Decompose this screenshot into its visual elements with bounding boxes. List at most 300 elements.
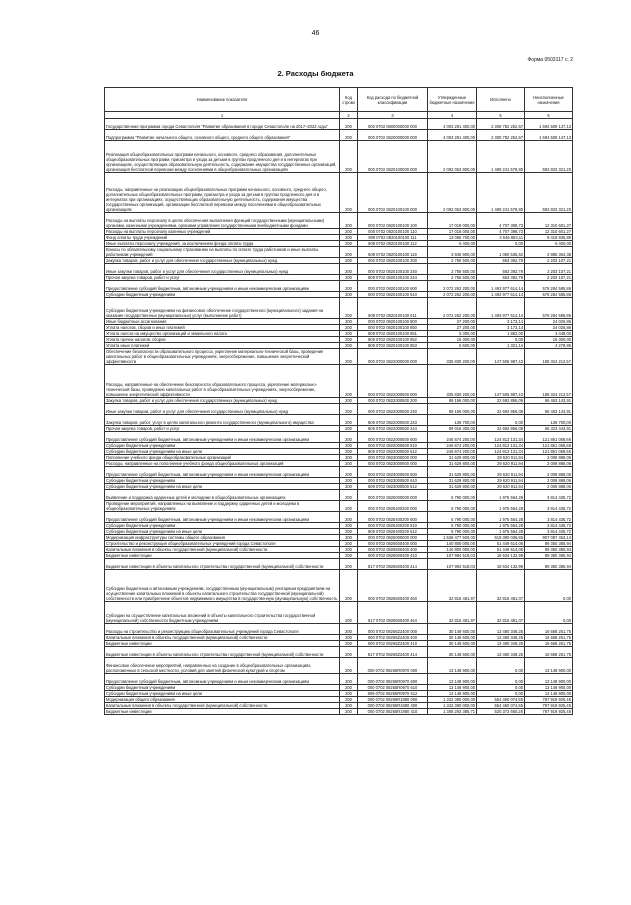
row-classification: 809 0702 0822000500 244 <box>358 426 428 432</box>
row-approved: 2 072 262 200,00 <box>428 281 477 292</box>
row-executed: 554 460 074,55 <box>477 697 525 703</box>
table-row <box>105 602 573 624</box>
row-approved: 246 674 200,00 <box>428 449 477 455</box>
row-name: Закупка товаров, работ, услуг в целях капитального ремонта государственного (муниципального) имущества <box>105 415 340 426</box>
row-code: 200 <box>340 553 358 559</box>
row-code: 200 <box>340 535 358 541</box>
header-code: Код строки <box>340 88 358 112</box>
row-approved: 30 148 600,00 <box>428 641 477 647</box>
row-name: Предоставление субсидий бюджетным, автономным учреждениям и иным некоммерческим организациям <box>105 467 340 478</box>
row-executed: 2 308 782 252,67 <box>477 119 525 130</box>
row-executed: 0,00 <box>477 415 525 426</box>
row-name: Расходы, направленные на обеспечение безопасности образовательного процесса, укрепление материально-технической базы, проведение капитальных работ в общеобразовательных учреждениях, энергосбережение, повышение энергетической эффективности <box>105 365 340 398</box>
row-name: Проведение мероприятий, направленных на выявление и поддержку одаренных детей и молодежи в общеобразовательных учреждениях <box>105 501 340 512</box>
row-classification: 817 0702 0826500400 414 <box>358 559 428 570</box>
header-unexecuted: Неисполненные назначения <box>525 88 573 112</box>
row-code: 200 <box>340 213 358 229</box>
row-approved: 2 756 500,00 <box>428 275 477 281</box>
row-approved: 5 790 000,00 <box>428 523 477 529</box>
row-unexecuted: 188 324 212,57 <box>525 349 573 365</box>
row-approved: 5 600,00 <box>428 343 477 349</box>
row-executed: 1 975 564,28 <box>477 490 525 501</box>
row-classification: 000 0702 0826500400 410 <box>358 553 428 559</box>
row-classification: 000 0702 0822000500 610 <box>358 443 428 449</box>
table-row <box>105 559 573 570</box>
row-executed: 18 634 132,99 <box>477 559 525 570</box>
row-executed: 1 060 535,62 <box>477 247 525 258</box>
row-code: 200 <box>340 641 358 647</box>
row-executed: 18 634 132,99 <box>477 553 525 559</box>
row-code: 200 <box>340 455 358 461</box>
row-approved: 31 629 800,00 <box>428 461 477 467</box>
row-code: 200 <box>340 349 358 365</box>
row-code: 200 <box>340 141 358 173</box>
table-row <box>105 647 573 658</box>
row-code: 200 <box>340 449 358 455</box>
row-classification: 000 0702 0822000500 000 <box>358 365 428 398</box>
row-name: Уплата налогов, сборов и иных платежей <box>105 325 340 331</box>
row-unexecuted: 13 148 900,00 <box>525 658 573 674</box>
row-unexecuted: 121 861 068,66 <box>525 432 573 443</box>
table-row <box>105 658 573 674</box>
row-classification: 809 0702 0820100100 853 <box>358 343 428 349</box>
row-unexecuted: 13 148 900,00 <box>525 691 573 697</box>
row-classification: 000 0702 0823000500 600 <box>358 467 428 478</box>
row-classification: 000 0702 0823000500 000 <box>358 461 428 467</box>
header-index: 4 <box>428 112 477 119</box>
row-code: 200 <box>340 173 358 213</box>
table-row <box>105 709 573 715</box>
row-unexecuted: 139 700,00 <box>525 415 573 426</box>
row-code: 200 <box>340 235 358 241</box>
row-unexecuted: 3 814 435,72 <box>525 501 573 512</box>
row-name: Уплата прочих налогов, сборов <box>105 337 340 343</box>
row-executed: 1 499 241 578,80 <box>477 173 525 213</box>
row-name: Уплата иных платежей <box>105 343 340 349</box>
row-executed: 553 392,79 <box>477 264 525 275</box>
row-executed: 124 813 131,34 <box>477 443 525 449</box>
row-code: 200 <box>340 501 358 512</box>
row-name: Закупка товаров, работ и услуг для обеспечения государственных (муниципальных) нужд <box>105 258 340 264</box>
row-approved: 6 400,00 <box>428 241 477 247</box>
row-classification: 000 0702 0825400200 600 <box>358 512 428 523</box>
row-executed: 1 321,14 <box>477 343 525 349</box>
row-approved: 30 148 600,00 <box>428 635 477 641</box>
row-unexecuted: 16 668 251,75 <box>525 641 573 647</box>
row-code: 200 <box>340 365 358 398</box>
section-title: 2. Расходы бюджета <box>277 69 354 78</box>
row-code: 200 <box>340 703 358 709</box>
row-classification: 000 0702 08265Z2400 410 <box>358 641 428 647</box>
table-row <box>105 281 573 292</box>
row-classification: 809 0702 0820100100 611 <box>358 298 428 319</box>
row-classification: 000 0702 08265Z2400 400 <box>358 635 428 641</box>
header-index: 6 <box>525 112 573 119</box>
table-row <box>105 570 573 602</box>
table-row <box>105 349 573 365</box>
row-executed: 32 815 481,07 <box>477 602 525 624</box>
row-unexecuted: 0,00 <box>525 570 573 602</box>
row-code: 200 <box>340 624 358 635</box>
row-unexecuted: 2 008 888,06 <box>525 484 573 490</box>
row-unexecuted: 24 026,86 <box>525 319 573 325</box>
row-classification: 000 0702 0820100100 100 <box>358 213 428 229</box>
row-classification: 000 0702 08265R1880 400 <box>358 703 428 709</box>
row-approved: 31 629 800,00 <box>428 484 477 490</box>
row-name: Расходы, направленные на реализацию общеобразовательных программ начального, основного, среднего общего, дополнительных общеобразовательных программ, присмотра и ухода за детьми в группах продленного дня и в интернатах при организациях, осуществляющих образовательную деятельность, содержания имущества государственных организаций, организации бесплатной перевозки между поселениями в общеобразовательных организациях <box>105 173 340 213</box>
row-name: Иные выплаты персоналу учреждений, за исключением фонда оплаты труда <box>105 241 340 247</box>
row-executed: 1 852,00 <box>477 331 525 337</box>
row-approved: 5 790 000,00 <box>428 512 477 523</box>
row-approved: 1 526 477 500,00 <box>428 535 477 541</box>
row-executed: 32 815 481,07 <box>477 570 525 602</box>
row-classification: 000 0702 0826500400 000 <box>358 541 428 547</box>
table-row <box>105 264 573 275</box>
row-approved: 107 984 518,03 <box>428 559 477 570</box>
row-name: Капитальные вложения в объекты государственной (муниципальной) собственности <box>105 635 340 641</box>
row-approved: 2 756 500,00 <box>428 264 477 275</box>
row-name: Обеспечение безопасности образовательного процесса, укрепление материально-технической базы, проведение капитальных работ в общеобразовательных учреждениях, энергосбережение, повышение энергетической эффективности <box>105 349 340 365</box>
row-classification: 809 0702 0820100100 119 <box>358 247 428 258</box>
row-name: Субсидии бюджетным учреждениям <box>105 685 340 691</box>
row-approved: 1 342 380 000,00 <box>428 697 477 703</box>
row-code: 200 <box>340 697 358 703</box>
row-approved: 2 756 500,00 <box>428 258 477 264</box>
row-name: Субсидии бюджетным учреждениям на иные цели <box>105 484 340 490</box>
row-approved: 246 674 200,00 <box>428 432 477 443</box>
row-code: 200 <box>340 461 358 467</box>
row-code: 200 <box>340 512 358 523</box>
row-classification: 809 0702 0820100100 111 <box>358 235 428 241</box>
row-code: 200 <box>340 541 358 547</box>
row-classification: 000 0702 0820100100 200 <box>358 258 428 264</box>
row-name: Строительство и реконструкция общеобразовательных учреждений города Севастополя <box>105 541 340 547</box>
row-name: Иные закупки товаров, работ и услуг для обеспечения государственных (муниципальных) нужд <box>105 404 340 415</box>
row-unexecuted: 578 284 585,86 <box>525 298 573 319</box>
row-executed: 22 692 856,09 <box>477 404 525 415</box>
row-executed: 124 813 131,34 <box>477 449 525 455</box>
row-classification: 809 0702 0820100100 852 <box>358 337 428 343</box>
table-row <box>105 415 573 426</box>
row-unexecuted: 2 008 888,06 <box>525 455 573 461</box>
table-row <box>105 119 573 130</box>
row-unexecuted: 13 148 900,00 <box>525 685 573 691</box>
row-code: 200 <box>340 674 358 685</box>
row-code: 200 <box>340 319 358 325</box>
row-approved: 1 342 380 000,00 <box>428 703 477 709</box>
table-row <box>105 247 573 258</box>
row-approved: 335 830 200,00 <box>428 349 477 365</box>
row-classification: 000 0702 08265R1880 000 <box>358 697 428 703</box>
row-approved: 17 018 000,00 <box>428 213 477 229</box>
row-classification: 000 0702 0826500400 400 <box>358 547 428 553</box>
row-classification: 000 0702 0820100100 110 <box>358 229 428 235</box>
row-unexecuted: 16 668 251,75 <box>525 624 573 635</box>
header-index-row <box>105 112 573 119</box>
row-unexecuted: 2 008 888,06 <box>525 478 573 484</box>
row-name: Выявление и поддержка одаренных детей и молодежи в общеобразовательных организациях <box>105 490 340 501</box>
row-classification: 809 0702 0820100100 244 <box>358 275 428 281</box>
row-approved: 27 200,00 <box>428 325 477 331</box>
row-code: 200 <box>340 426 358 432</box>
row-executed: 29 620 911,94 <box>477 461 525 467</box>
row-code: 200 <box>340 258 358 264</box>
row-name: Субсидии бюджетным учреждениям <box>105 523 340 529</box>
row-unexecuted: 2 008 888,06 <box>525 461 573 467</box>
row-unexecuted: 121 861 068,66 <box>525 443 573 449</box>
row-unexecuted: 66 323 443,91 <box>525 426 573 432</box>
row-name: Субсидии бюджетным и автономным учреждениям, государственным (муниципальным) унитарным предприятиям на осуществление капитальных вложений в объекты капитального строительства государственной (муниципальной) собственности или приобретение объектов недвижимого имущества в государственную (муниципальную) собственность <box>105 570 340 602</box>
row-name: Закупка товаров, работ и услуг для обеспечения государственных (муниципальных) нужд <box>105 398 340 404</box>
row-name: Бюджетные инвестиции в объекты капитального строительства государственной (муниципальной) собственности <box>105 647 340 658</box>
row-classification: 000 0702 0823000500 610 <box>358 478 428 484</box>
table-body <box>105 119 573 715</box>
row-code: 200 <box>340 337 358 343</box>
row-approved: 31 629 800,00 <box>428 455 477 461</box>
row-approved: 16 300,00 <box>428 337 477 343</box>
header-index: 1 <box>105 112 340 119</box>
row-name: Субсидии бюджетным учреждениям <box>105 292 340 298</box>
row-executed: 619 390 036,86 <box>477 535 525 541</box>
row-approved: 5 790 000,00 <box>428 501 477 512</box>
row-classification: 000 0702 0820000000 000 <box>358 130 428 141</box>
row-unexecuted: 2 203 107,21 <box>525 258 573 264</box>
row-code: 200 <box>340 602 358 624</box>
row-unexecuted: 578 284 585,86 <box>525 281 573 292</box>
row-name: Капитальные вложения в объекты государственной (муниципальной) собственности <box>105 703 340 709</box>
row-name: Расходы на строительство и реконструкцию общеобразовательных учреждений города Севастополя <box>105 624 340 635</box>
row-approved: 4 003 291 400,00 <box>428 130 477 141</box>
row-approved: 89 156 000,00 <box>428 404 477 415</box>
row-code: 200 <box>340 570 358 602</box>
row-executed: 51 449 614,06 <box>477 541 525 547</box>
row-approved: 139 700,00 <box>428 415 477 426</box>
row-approved: 89 016 300,00 <box>428 426 477 432</box>
row-approved: 5 300,00 <box>428 331 477 337</box>
row-name: Бюджетные инвестиции <box>105 641 340 647</box>
row-name: Субсидии бюджетным учреждениям на финансовое обеспечение государственного (муниципального) задания на оказание государственных (муниципальных) услуг (выполнение работ) <box>105 298 340 319</box>
row-executed: 553 392,79 <box>477 258 525 264</box>
row-code: 200 <box>340 467 358 478</box>
row-code: 200 <box>340 691 358 697</box>
row-approved: 13 148 900,00 <box>428 691 477 697</box>
row-executed: 29 620 911,94 <box>477 455 525 461</box>
table-row <box>105 298 573 319</box>
row-approved: 140 800 000,00 <box>428 541 477 547</box>
row-name: Модернизация инфраструктуры системы общего образования <box>105 535 340 541</box>
row-classification: 000 0702 0822000500 200 <box>358 398 428 404</box>
row-unexecuted: 66 463 143,91 <box>525 398 573 404</box>
row-classification: 000 0702 0822000500 240 <box>358 404 428 415</box>
table-row <box>105 432 573 443</box>
row-unexecuted: 1 694 509 147,13 <box>525 130 573 141</box>
row-approved: 335 830 200,00 <box>428 365 477 398</box>
table-row <box>105 501 573 512</box>
row-executed: 147 505 987,43 <box>477 365 525 398</box>
row-approved: 140 800 000,00 <box>428 547 477 553</box>
row-executed: 0,00 <box>477 658 525 674</box>
row-code: 200 <box>340 559 358 570</box>
header-approved: Утвержденные бюджетные назначения <box>428 88 477 112</box>
row-code: 200 <box>340 292 358 298</box>
page-number: 46 <box>311 30 320 37</box>
row-approved: 1 308 293 385,71 <box>428 709 477 715</box>
row-classification: 000 0702 0825400200 610 <box>358 523 428 529</box>
row-unexecuted: 3 814 435,72 <box>525 523 573 529</box>
row-code: 200 <box>340 247 358 258</box>
row-classification: 000 0702 0820100100 000 <box>358 173 428 213</box>
row-unexecuted: 12 310 601,27 <box>525 229 573 235</box>
row-classification: 809 0702 0823000500 612 <box>358 484 428 490</box>
row-classification: 000 0702 0800000000 000 <box>358 119 428 130</box>
row-unexecuted: 89 350 385,94 <box>525 559 573 570</box>
row-executed: 13 480 348,25 <box>477 624 525 635</box>
row-name: Модернизация общего образования <box>105 697 340 703</box>
row-executed: 1 975 564,28 <box>477 512 525 523</box>
row-name: Бюджетные инвестиции <box>105 553 340 559</box>
row-code: 200 <box>340 404 358 415</box>
row-unexecuted: 3 448,00 <box>525 331 573 337</box>
row-name: Расходы на выплаты персоналу в целях обеспечения выполнения функций государственными (муниципальными) органами, казенными учреждениями, органами управления государственными внебюджетными фондами <box>105 213 340 229</box>
row-classification: 809 0702 0820100100 851 <box>358 331 428 337</box>
row-code: 200 <box>340 529 358 535</box>
row-unexecuted: 188 324 212,57 <box>525 365 573 398</box>
row-executed: 3 646 863,11 <box>477 235 525 241</box>
row-classification: 000 0702 08265R0970 600 <box>358 674 428 685</box>
row-executed: 3 173,14 <box>477 319 525 325</box>
table-row <box>105 512 573 523</box>
row-name: Подпрограмма "Развитие начального общего, основного общего, среднего общего образования" <box>105 130 340 141</box>
row-unexecuted: 3 814 435,72 <box>525 529 573 535</box>
row-classification: 000 0702 0826500400 460 <box>358 570 428 602</box>
row-classification: 809 0702 0822000500 612 <box>358 449 428 455</box>
header-index: 3 <box>358 112 428 119</box>
expenses-table <box>104 87 573 715</box>
row-unexecuted: 2 008 888,06 <box>525 467 573 478</box>
row-name: Государственная программа города Севастополя "Развитие образования в городе Севастополе на 2017–2022 годы" <box>105 119 340 130</box>
row-executed: 0,00 <box>477 685 525 691</box>
row-code: 200 <box>340 119 358 130</box>
row-approved: 2 072 262 200,00 <box>428 298 477 319</box>
row-name: Предоставление субсидий бюджетным, автономным учреждениям и иным некоммерческим организациям <box>105 281 340 292</box>
row-executed: 0,00 <box>477 691 525 697</box>
header-executed: Исполнено <box>477 88 525 112</box>
row-executed: 22 692 856,09 <box>477 398 525 404</box>
form-label: Форма 0503117 с. 2 <box>527 57 573 63</box>
row-approved: 2 072 262 200,00 <box>428 292 477 298</box>
row-classification: 817 0702 08265Z2400 414 <box>358 647 428 658</box>
row-executed: 29 620 911,94 <box>477 484 525 490</box>
row-executed: 553 392,79 <box>477 275 525 281</box>
row-classification: 000 0702 08265R1880 410 <box>358 709 428 715</box>
row-name: Уплата налога на имущество организаций и земельного налога <box>105 331 340 337</box>
row-unexecuted: 9 418 836,89 <box>525 235 573 241</box>
row-name: Взносы по обязательному социальному страхованию на выплаты по оплате труда работников и иные выплаты работникам учреждений <box>105 247 340 258</box>
row-classification: 000 0702 0826000000 000 <box>358 535 428 541</box>
row-name: Иные закупки товаров, работ и услуг для обеспечения государственных (муниципальных) нужд <box>105 264 340 275</box>
row-code: 200 <box>340 264 358 275</box>
row-classification: 809 0702 0822000500 243 <box>358 415 428 426</box>
row-executed: 0,00 <box>477 674 525 685</box>
row-approved: 5 790 000,00 <box>428 490 477 501</box>
table-header-row <box>105 88 573 112</box>
row-unexecuted: 16 668 251,75 <box>525 647 573 658</box>
row-unexecuted: 787 919 925,45 <box>525 697 573 703</box>
row-code: 200 <box>340 523 358 529</box>
row-code: 200 <box>340 484 358 490</box>
row-executed: 3 173,14 <box>477 325 525 331</box>
row-classification: 000 0702 08265R0970 610 <box>358 685 428 691</box>
row-approved: 89 156 000,00 <box>428 398 477 404</box>
row-executed: 124 813 131,34 <box>477 432 525 443</box>
row-approved: 2 092 063 900,00 <box>428 173 477 213</box>
row-executed: 1 493 977 614,14 <box>477 298 525 319</box>
row-code: 200 <box>340 443 358 449</box>
row-classification: 817 0702 0826500400 464 <box>358 602 428 624</box>
table-row <box>105 404 573 415</box>
row-name: Предоставление субсидий бюджетным, автономным учреждениям и иным некоммерческим организациям <box>105 432 340 443</box>
row-approved: 13 148 900,00 <box>428 674 477 685</box>
row-classification: 000 0702 0820100100 600 <box>358 281 428 292</box>
row-code: 200 <box>340 432 358 443</box>
row-name: Субсидии бюджетным учреждениям <box>105 478 340 484</box>
row-unexecuted: 2 885 364,38 <box>525 247 573 258</box>
row-unexecuted: 0,00 <box>525 602 573 624</box>
row-name: Реализация общеобразовательных программ начального, основного, среднего образования, дополнительных общеобразовательных программ, присмотра и ухода за детьми в группах продленного дня и в интернатах при организациях, осуществляющих образовательную деятельность, содержание имущества государственных организаций, организация бесплатной перевозки между поселениями в общеобразовательных организациях <box>105 141 340 173</box>
header-index: 5 <box>477 112 525 119</box>
row-executed: 22 692 856,09 <box>477 426 525 432</box>
row-approved: 32 815 481,97 <box>428 602 477 624</box>
table-row <box>105 467 573 478</box>
header-index: 2 <box>340 112 358 119</box>
row-name: Бюджетные инвестиции в объекты капитального строительства государственной (муниципальной) собственности <box>105 559 340 570</box>
row-name: Иные бюджетные ассигнования <box>105 319 340 325</box>
row-name: Пополнение учебного фонда общеобразовательных организаций <box>105 455 340 461</box>
row-code: 200 <box>340 709 358 715</box>
row-name: Субсидии бюджетным учреждениям на иные цели <box>105 449 340 455</box>
row-executed: 1 975 564,28 <box>477 523 525 529</box>
row-executed: 1 499 241 578,80 <box>477 141 525 173</box>
row-unexecuted: 4 278,86 <box>525 343 573 349</box>
table-row <box>105 624 573 635</box>
row-unexecuted: 16 668 251,75 <box>525 635 573 641</box>
header-classification: Код расхода по бюджетной классификации <box>358 88 428 112</box>
row-unexecuted: 121 861 068,66 <box>525 449 573 455</box>
row-unexecuted: 592 822 321,20 <box>525 173 573 213</box>
row-classification: 000 0702 08265Z2400 000 <box>358 624 428 635</box>
table-row <box>105 141 573 173</box>
row-classification: 000 0702 0820100000 000 <box>358 141 428 173</box>
row-executed: 51 449 614,06 <box>477 547 525 553</box>
row-unexecuted: 89 350 385,94 <box>525 547 573 553</box>
row-unexecuted: 907 087 463,14 <box>525 535 573 541</box>
table-row <box>105 213 573 229</box>
row-code: 200 <box>340 685 358 691</box>
row-executed: 0,00 <box>477 337 525 343</box>
row-executed: 4 707 398,73 <box>477 213 525 229</box>
row-code: 200 <box>340 547 358 553</box>
row-approved: 17 018 000,00 <box>428 229 477 235</box>
row-unexecuted: 24 026,86 <box>525 325 573 331</box>
row-code: 200 <box>340 298 358 319</box>
row-executed: 29 620 911,94 <box>477 467 525 478</box>
row-unexecuted: 89 350 385,94 <box>525 541 573 547</box>
row-approved: 13 065 700,00 <box>428 235 477 241</box>
row-name: Расходы на выплаты персоналу казенных учреждений <box>105 229 340 235</box>
row-unexecuted: 3 814 435,72 <box>525 490 573 501</box>
row-name: Субсидии бюджетным учреждениям <box>105 443 340 449</box>
row-executed: 13 480 348,25 <box>477 635 525 641</box>
